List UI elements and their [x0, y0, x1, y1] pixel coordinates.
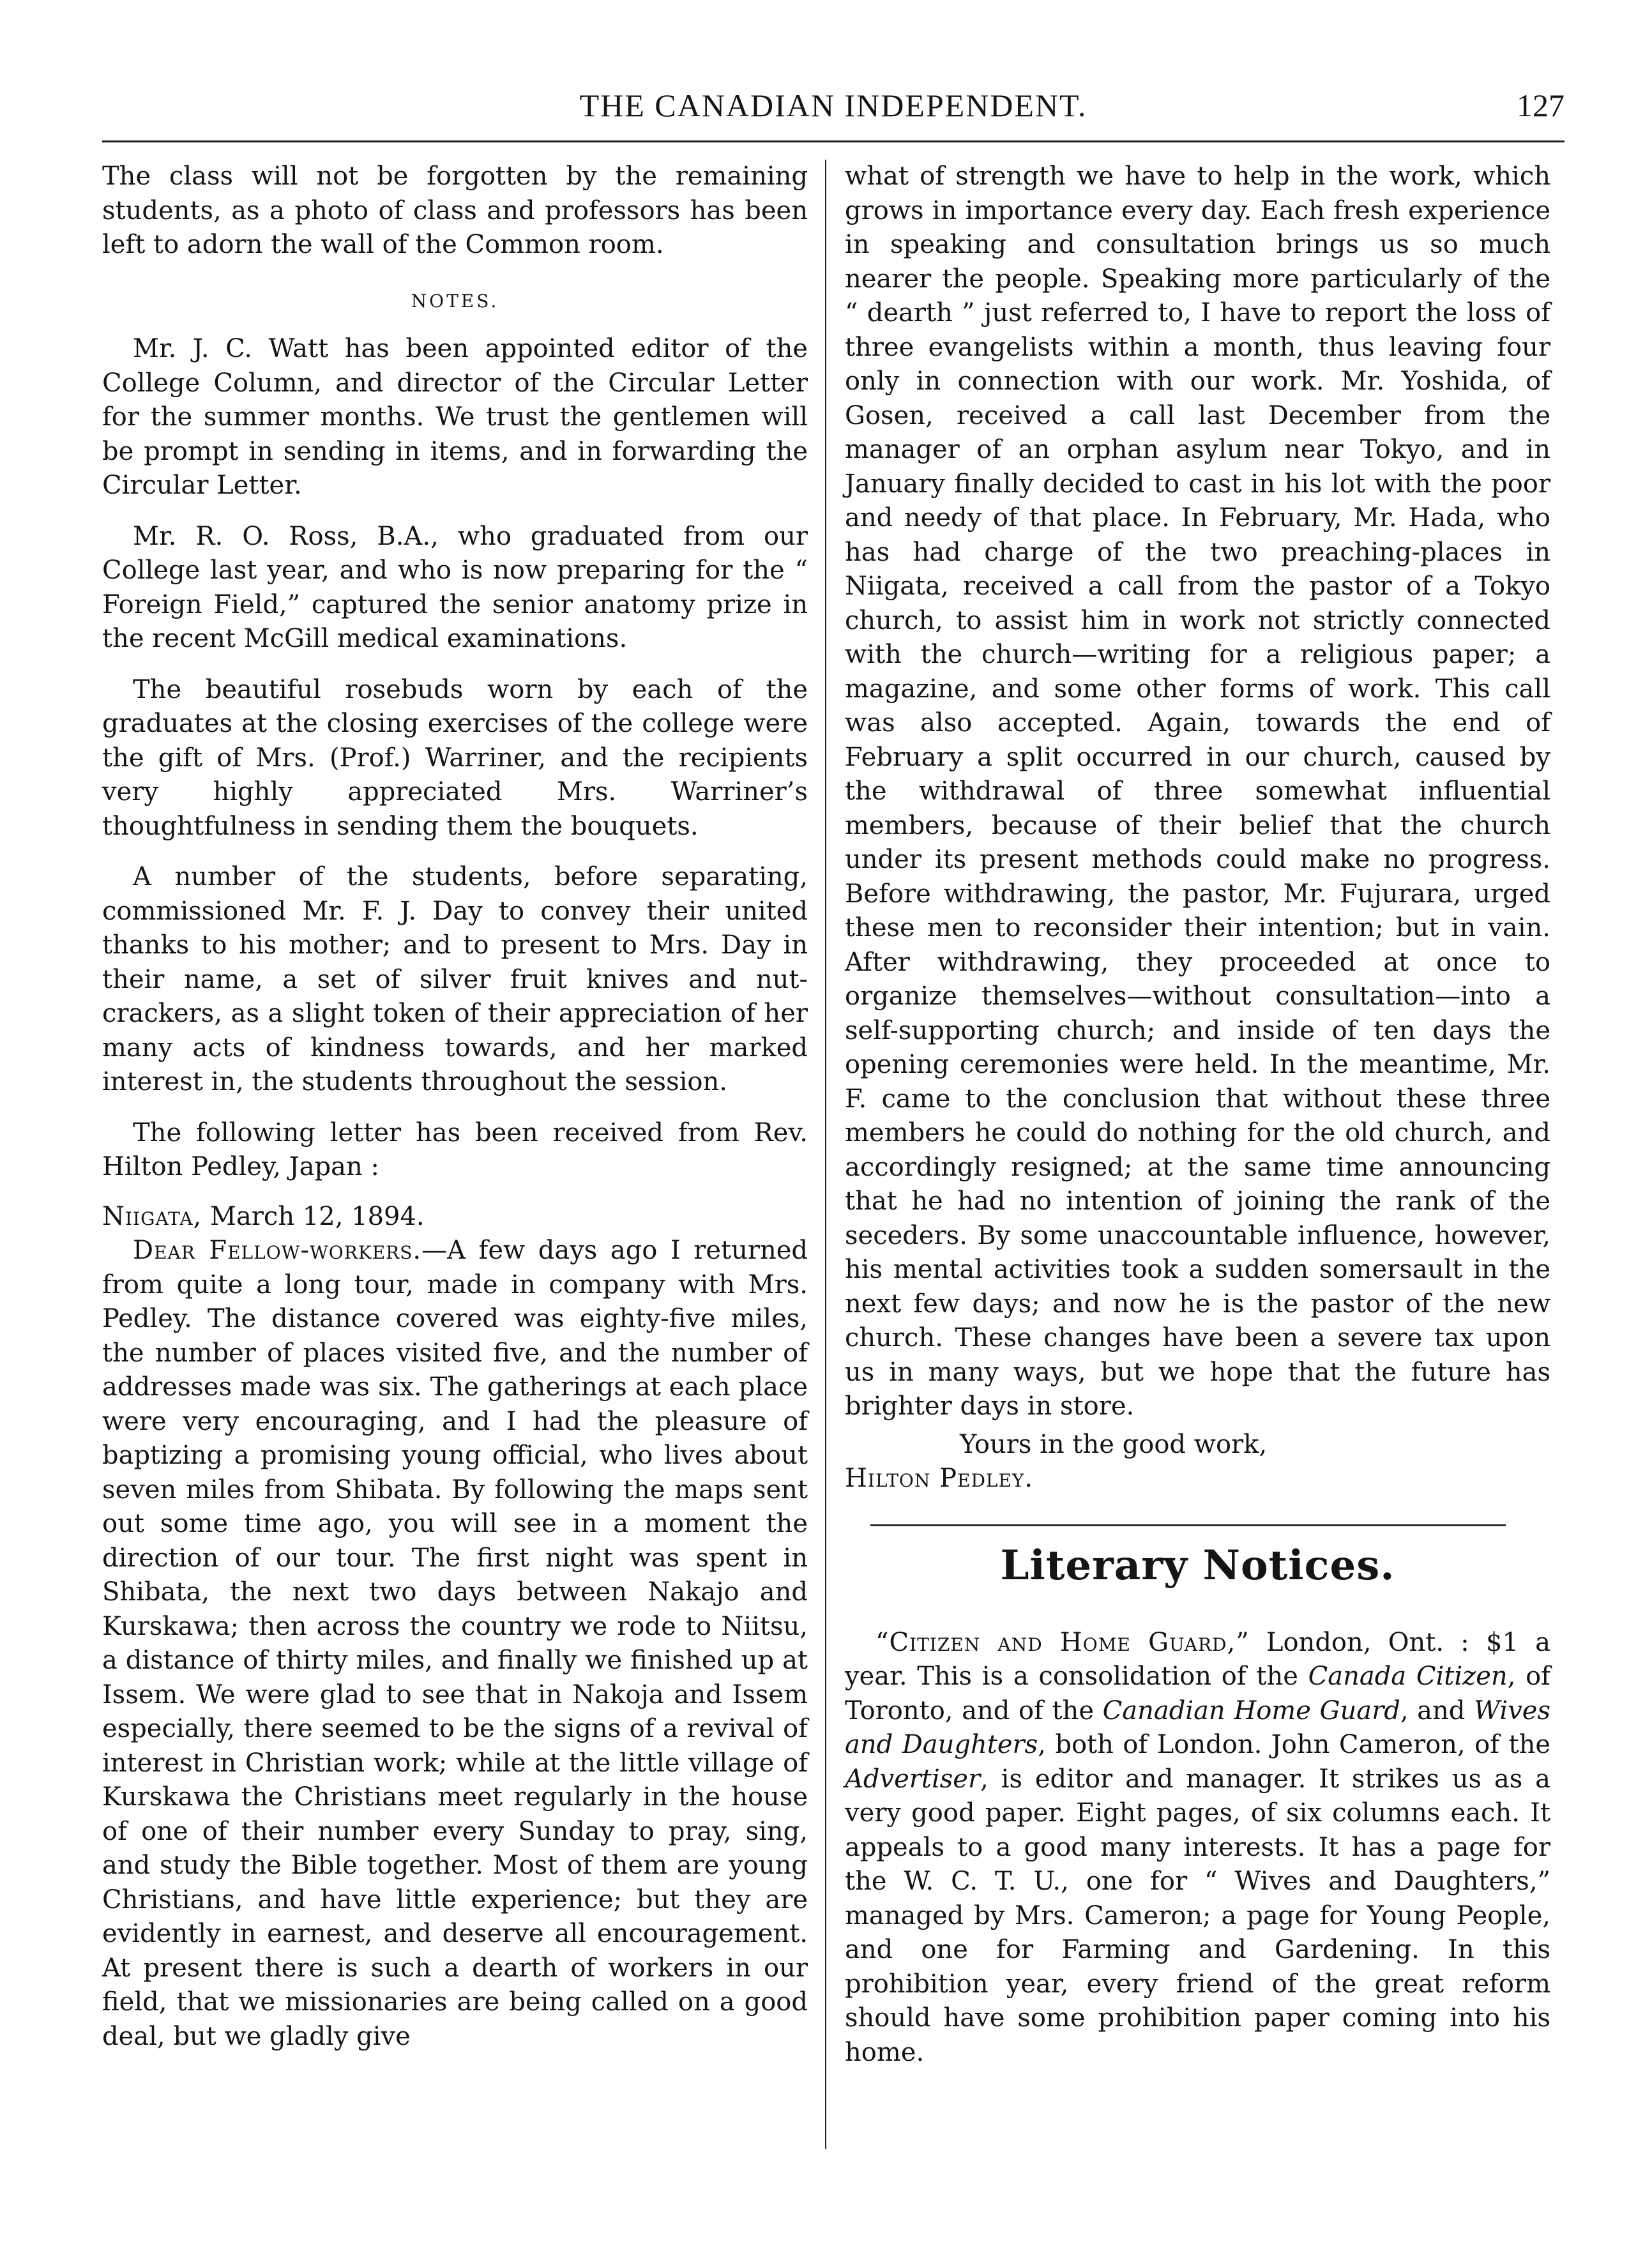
wives-daughters-title: Wives and Daughters [845, 1695, 1550, 1759]
journal-title: THE CANADIAN INDEPENDENT. [579, 87, 1087, 123]
notes-heading: NOTES. [411, 290, 499, 312]
column-divider [825, 160, 826, 2149]
letter-text: —A few days ago I returned from quite a long tour, made in company with Mrs. Pedley. The distance covered was eighty-five miles, the number of places visited five, and the number of addresses made was six. The gatherings at each place were very encouraging, and I had the pleasure of baptizing a promising young official, who lives about seven miles from Shibata. By following the maps sent out some time ago, you will see in a moment the direction of our tour. The first night was spent in Shibata, the next two days between Nakajo and Kurskawa; then across the country we rode to Niitsu, a distance of thirty miles, and finally we finished up at Issem. We were glad to see that in Nakoja and Issem especially, there seemed to be the signs of a revival of interest in Christian work; while at the little village of Kurskawa the Christians meet regularly in the house of one of their number every Sunday to pray, sing, and study the Bible together. Most of them are young Christians, and have little experience; but they are evidently in earnest, and deserve all encouragement. At present there is such a dearth of workers in our field, that we missionaries are being called on a good deal, but we gladly give [102, 1236, 808, 2051]
letter-intro: The following letter has been received from Rev. Hilton Pedley, Japan : [102, 1118, 808, 1181]
literary-notice-paragraph [845, 1626, 1550, 2070]
section-rule [870, 1524, 1506, 1526]
ross-note: Mr. R. O. Ross, B.A., who graduated from our College last year, and who is now preparing for the “ Foreign Field,” captured the senior anatomy prize in the recent McGill medical examinations. [102, 521, 808, 653]
watt-note: Mr. J. C. Watt has been appointed editor of the College Column, and director of the Circular Letter for the summer months. We trust the gentlemen will be prompt in sending in items, and in forwarding the Circular Letter. [102, 334, 808, 500]
notice-text: London, Ont. : $1 a year. This is a consolidation of the [845, 1627, 1550, 1691]
notice-text: , is editor and manager. It strikes us as a very good paper. Eight pages, of six columns each. It appeals to a good many interests. It has a page for the W. C. T. U., one for “ Wives and Daughters,” managed by Mrs. Cameron; a page for Young People, and one for Farming and Gardening. In this prohibition year, every friend of the great reform should have some prohibition paper coming into his home. [845, 1764, 1550, 2067]
notice-text: , and [1400, 1695, 1474, 1725]
left-column [102, 160, 808, 2054]
page-number: 127 [1517, 87, 1565, 123]
signature-name: Hilton Pedley. [845, 1464, 1034, 1493]
letter-body-start [102, 1234, 808, 2054]
publication-title: “Citizen and Home Guard,” [875, 1627, 1250, 1657]
running-header [102, 77, 1565, 142]
letter-closing: Yours in the good work, [960, 1429, 1268, 1459]
letter-signature [845, 1462, 1550, 1496]
notice-text: , of Toronto, and of the [845, 1662, 1550, 1725]
letter-dateline [102, 1200, 808, 1234]
letter-continuation: what of strength we have to help in the work, which grows in importance every day. Each fresh experience in speaking and consultation brings us so much nearer the people. Speaking more particularly of the “ dearth ” just referred to, I have to report the loss of three evangelists within a month, thus leaving four only in connection with our work. Mr. Yoshida, of Gosen, received a call last December from the manager of an orphan asylum near Tokyo, and in January finally decided to cast in his lot with the poor and needy of that place. In February, Mr. Hada, who has had charge of the two preaching-places in Niigata, received a call from the pastor of a Tokyo church, to assist him in work not strictly connected with the church—writing for a religious paper; a magazine, and some other forms of work. This call was also accepted. Again, towards the end of February a split occurred in our church, caused by the withdrawal of three somewhat influential members, because of their belief that the church under its present methods could make no progress. Before withdrawing, the pastor, Mr. Fujurara, urged these men to reconsider their intention; but in vain. After withdrawing, they proceeded at once to organize themselves—without consultation—into a self-supporting church; and inside of ten days the opening ceremonies were held. In the meantime, Mr. F. came to the conclusion that without these three members he could do nothing for the old church, and accordingly resigned; at the same time announcing that he had no intention of joining the rank of the seceders. By some unaccountable influence, however, his mental activities took a sudden somersault in the next few days; and now he is the pastor of the new church. These changes have been a severe tax upon us in many ways, but we hope that the future has brighter days in store. [845, 162, 1550, 1421]
class-photo-paragraph: The class will not be forgotten by the remaining students, as a photo of class and professors has been left to adorn the wall of the Common room. [102, 162, 808, 259]
right-column [845, 160, 1550, 2070]
advertiser-title: Advertiser [845, 1764, 981, 1794]
literary-notices-heading: Literary Notices. [1000, 1541, 1395, 1589]
letter-salutation: Dear Fellow-workers. [133, 1236, 422, 1265]
canada-citizen-title: Canada Citizen [1308, 1662, 1508, 1691]
dateline-date: March 12, 1894. [209, 1201, 425, 1231]
notice-text: , both of London. John Cameron, of the [1038, 1730, 1550, 1759]
home-guard-title: Canadian Home Guard [1102, 1695, 1400, 1725]
rosebuds-note: The beautiful rosebuds worn by each of the graduates at the closing exercises of the college were the gift of Mrs. (Prof.) Warriner, and the recipients very highly appreciated Mrs. Warriner’s thoughtfulness in sending them the bouquets. [102, 674, 808, 841]
students-thanks-note: A number of the students, before separating, commissioned Mr. F. J. Day to convey their united thanks to his mother; and to present to Mrs. Day in their name, a set of silver fruit knives and nut-crackers, as a slight token of their appreciation of her many acts of kindness towards, and her marked interest in, the students throughout the session. [102, 862, 808, 1096]
dateline-place: Niigata, [102, 1201, 202, 1231]
